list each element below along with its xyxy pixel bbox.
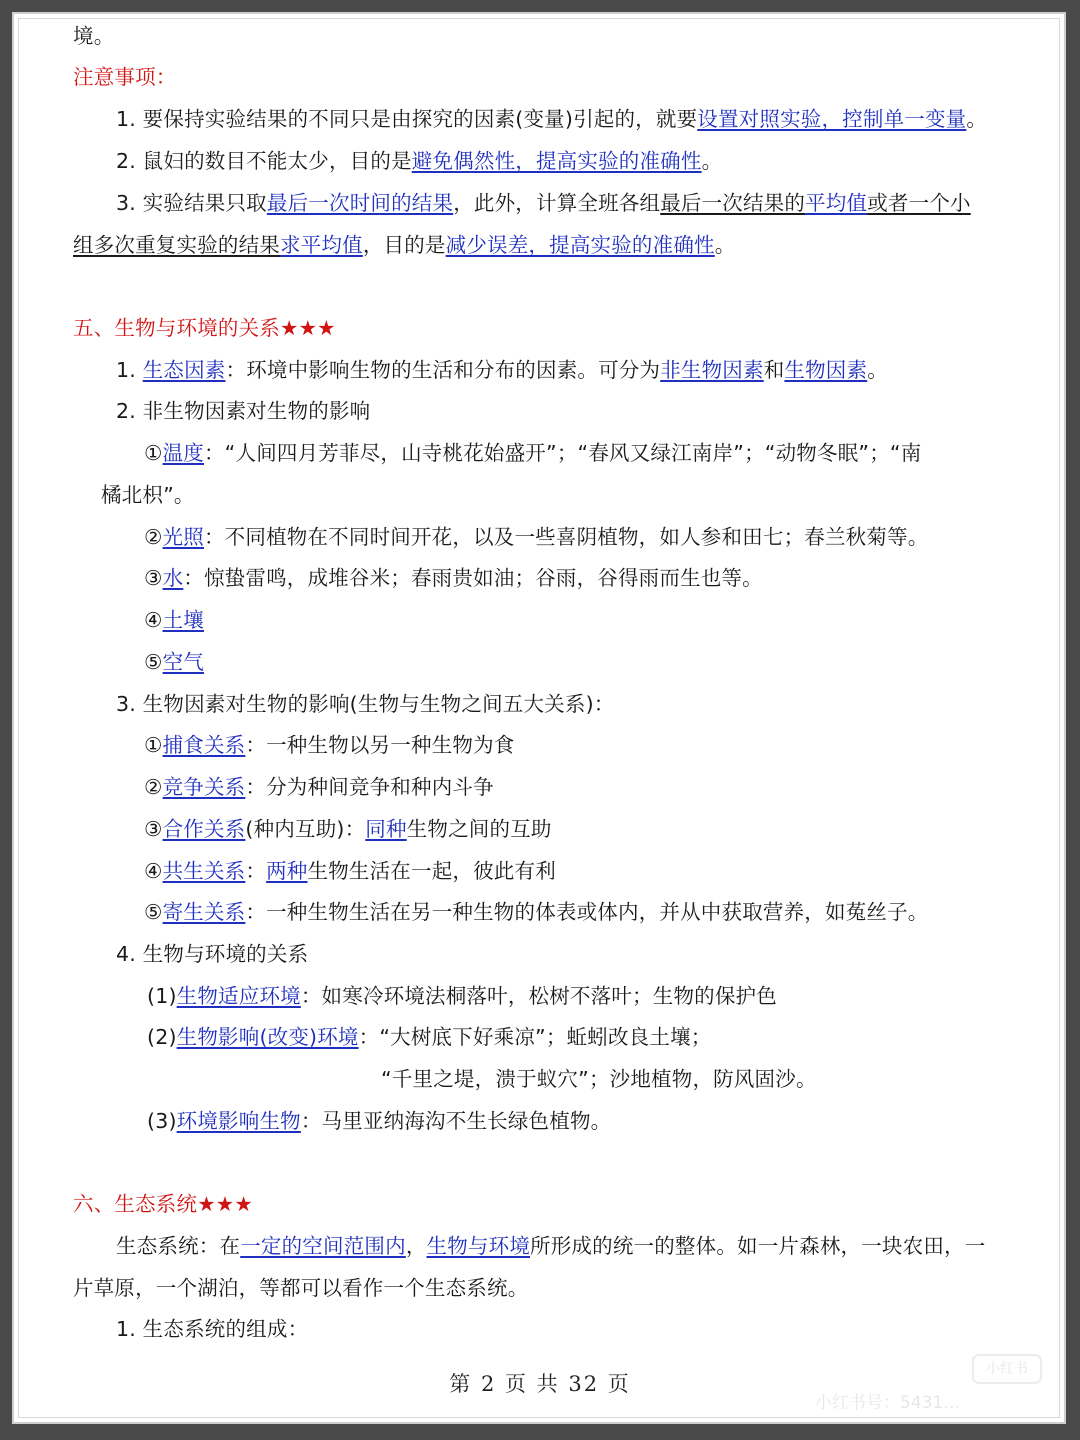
relation-parasitism: ⑤寄生关系：一种生物生活在另一种生物的体表或体内，并从中获取营养，如菟丝子。 xyxy=(144,900,929,924)
s5-item-3: 3. 生物因素对生物的影响(生物与生物之间五大关系)： xyxy=(116,692,615,716)
notice-item-2: 2. 鼠妇的数目不能太少，目的是避免偶然性，提高实验的准确性。 xyxy=(116,149,723,173)
line-continuation: 境。 xyxy=(73,24,115,48)
env-relation-3: (3)环境影响生物：马里亚纳海沟不生长绿色植物。 xyxy=(147,1109,612,1133)
watermark-logo: 小红书 xyxy=(972,1354,1042,1384)
star-rating-icon: ★★★ xyxy=(280,316,336,340)
factor-water: ③水：惊蛰雷鸣，成堆谷米；春雨贵如油；谷雨，谷得雨而生也等。 xyxy=(144,566,763,590)
relation-competition: ②竞争关系：分为种间竞争和种内斗争 xyxy=(144,775,494,799)
env-relation-2: (2)生物影响(改变)环境：“大树底下好乘凉”；蚯蚓改良土壤； xyxy=(147,1025,712,1049)
notice-heading: 注意事项： xyxy=(73,65,177,89)
factor-light: ②光照：不同植物在不同时间开花，以及一些喜阴植物，如人参和田七；春兰秋菊等。 xyxy=(144,525,929,549)
ecosystem-definition: 生态系统：在一定的空间范围内，生物与环境所形成的统一的整体。如一片森林，一块农田，一 xyxy=(116,1234,986,1258)
star-rating-icon: ★★★ xyxy=(197,1192,253,1216)
notice-item-3: 3. 实验结果只取最后一次时间的结果，此外，计算全班各组最后一次结果的平均值或者一个小 xyxy=(116,191,971,215)
factor-air: ⑤空气 xyxy=(144,650,204,674)
page-footer: 第 2 页 共 32 页 xyxy=(449,1372,631,1396)
s5-item-4: 4. 生物与环境的关系 xyxy=(116,942,309,966)
env-relation-2-cont: “千里之堤，溃于蚁穴”；沙地植物，防风固沙。 xyxy=(381,1067,817,1091)
ecosystem-item-1: 1. 生态系统的组成： xyxy=(116,1317,309,1341)
watermark-text: 小红书号：5431… xyxy=(815,1393,961,1413)
factor-soil: ④土壤 xyxy=(144,608,204,632)
s5-item-1: 1. 生态因素：环境中影响生物的生活和分布的因素。可分为非生物因素和生物因素。 xyxy=(116,358,888,382)
notice-item-1: 1. 要保持实验结果的不同只是由探究的因素(变量)引起的，就要设置对照实验，控制单一变量。 xyxy=(116,107,988,131)
s5-item-2: 2. 非生物因素对生物的影响 xyxy=(116,399,371,423)
factor-temperature-cont: 橘北枳”。 xyxy=(101,483,195,507)
relation-symbiosis: ④共生关系：两种生物生活在一起，彼此有利 xyxy=(144,859,556,883)
relation-cooperation: ③合作关系(种内互助)：同种生物之间的互助 xyxy=(144,817,552,841)
relation-predation: ①捕食关系：一种生物以另一种生物为食 xyxy=(144,733,515,757)
env-relation-1: (1)生物适应环境：如寒冷环境法桐落叶，松树不落叶；生物的保护色 xyxy=(147,984,777,1008)
factor-temperature: ①温度：“人间四月芳菲尽，山寺桃花始盛开”；“春风又绿江南岸”；“动物冬眠”；“南 xyxy=(144,441,922,465)
ecosystem-definition-cont: 片草原，一个湖泊，等都可以看作一个生态系统。 xyxy=(73,1276,529,1300)
section-5-heading: 五、生物与环境的关系★★★ xyxy=(73,316,336,340)
section-6-heading: 六、生态系统★★★ xyxy=(73,1192,253,1216)
notice-item-3-cont: 组多次重复实验的结果求平均值，目的是减少误差，提高实验的准确性。 xyxy=(73,233,736,257)
